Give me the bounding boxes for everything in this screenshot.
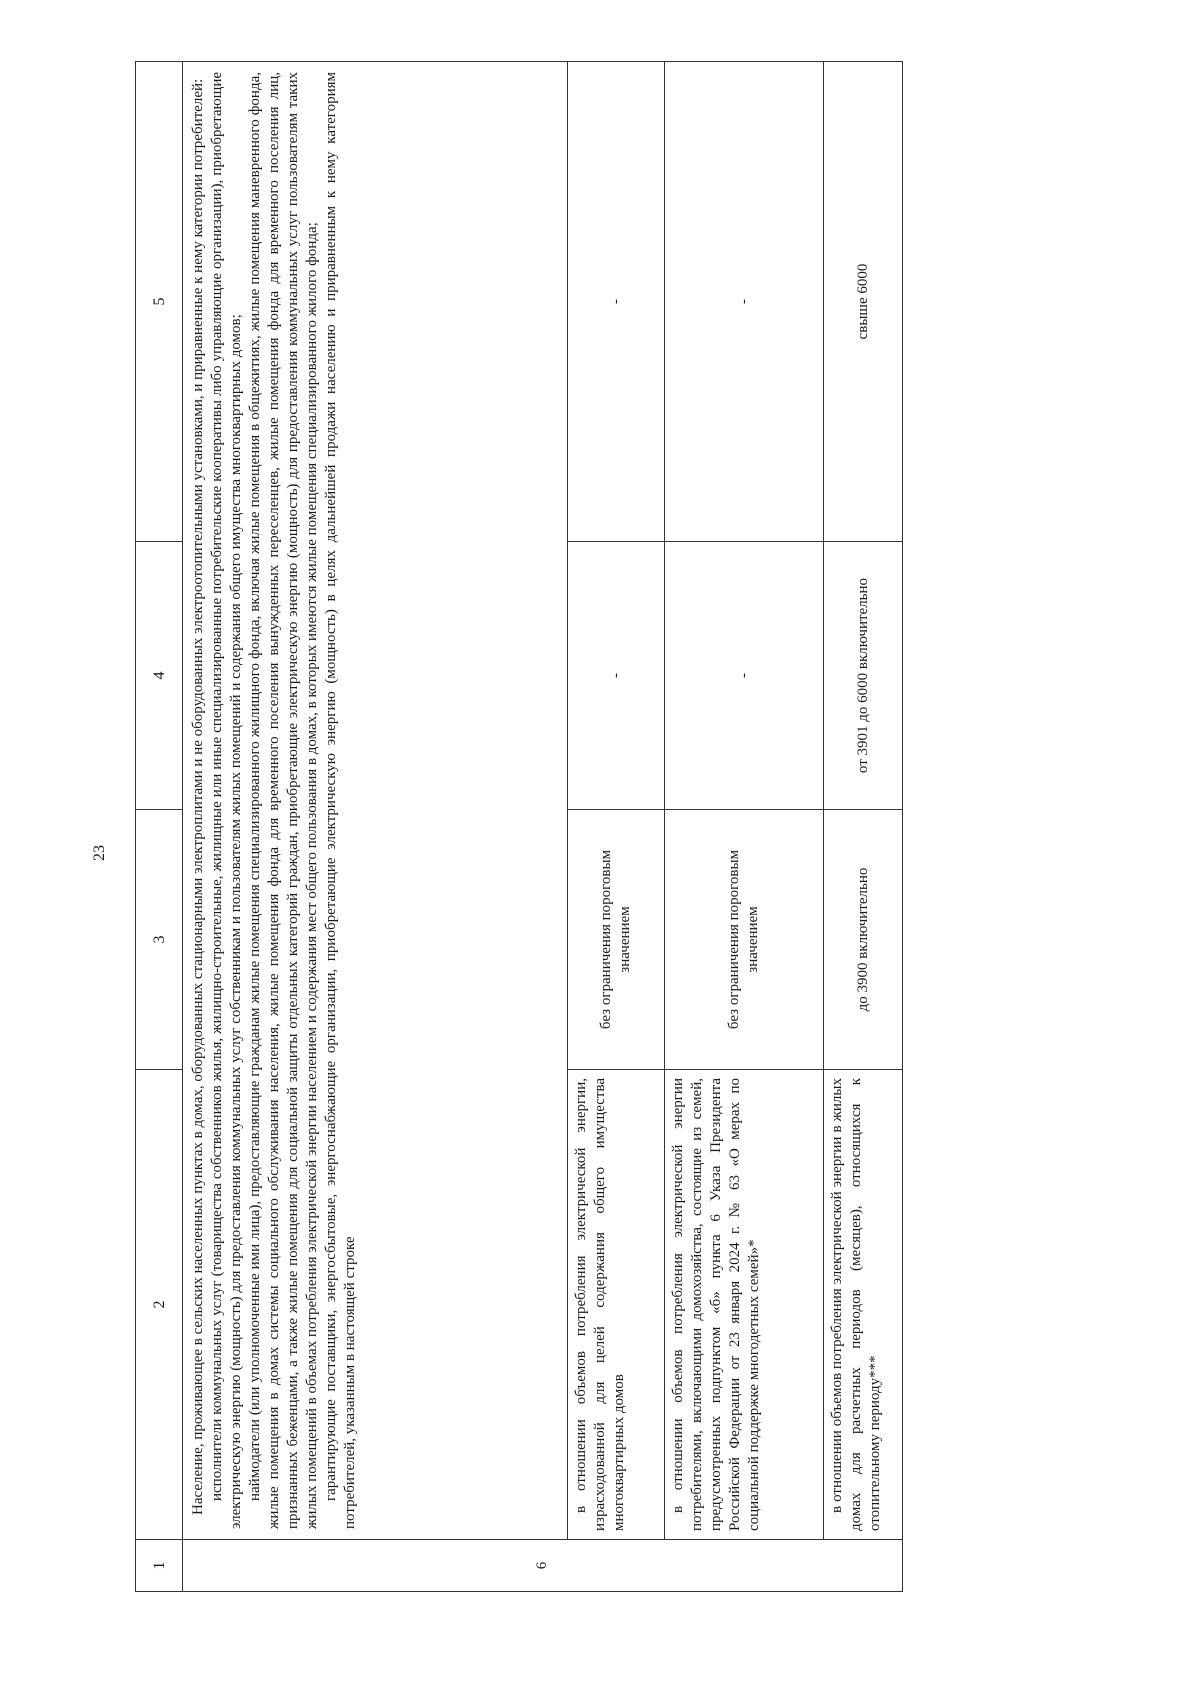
row-1-col5: - bbox=[568, 62, 665, 542]
page-number: 23 bbox=[91, 845, 108, 861]
row-3-col5: свыше 6000 bbox=[824, 62, 903, 542]
table-row bbox=[665, 62, 824, 1592]
tariff-table-sheet bbox=[135, 62, 985, 1592]
category-description bbox=[183, 62, 568, 1540]
category-paragraph-1: Население, проживающее в сельских населенных пунктах в домах, оборудованных стационарными электроплитами и не оборудованных электроотопительными установками, и приравненные к нему категории потребителей: bbox=[190, 78, 206, 1515]
table-row bbox=[568, 62, 665, 1592]
header-col-3: 3 bbox=[136, 810, 183, 1070]
row-1-description: в отношении объемов потребления электрической энергии, израсходованной для целей содержания общего имущества многоквартирных домов bbox=[568, 1070, 665, 1540]
row-1-col4: - bbox=[568, 542, 665, 810]
row-3-description: в отношении объемов потребления электрической энергии в жилых домах для расчетных периодов (месяцев), относящихся к отопительному периоду*** bbox=[824, 1070, 903, 1540]
header-col-5: 5 bbox=[136, 62, 183, 542]
table-row-category bbox=[183, 62, 568, 1592]
table-row bbox=[824, 62, 903, 1592]
row-2-col3: без ограничения пороговым значением bbox=[665, 810, 824, 1070]
row-number: 6 bbox=[183, 1540, 903, 1592]
header-col-1: 1 bbox=[136, 1540, 183, 1592]
table-header-row bbox=[136, 62, 183, 1592]
header-col-2: 2 bbox=[136, 1070, 183, 1540]
rotated-table-container bbox=[135, 62, 985, 1592]
row-1-col3: без ограничения пороговым значением bbox=[568, 810, 665, 1070]
row-2-col4: - bbox=[665, 542, 824, 810]
tariff-table bbox=[135, 61, 903, 1592]
row-3-col4: от 3901 до 6000 включительно bbox=[824, 542, 903, 810]
category-paragraph-4: гарантирующие поставщики, энергосбытовые, энергоснабжающие организации, приобретающие электрическую энергию (мощность) в целях дальнейшей продажи населению и приравненным к нему категориям потребителей, указанным в настоящей строке bbox=[323, 72, 358, 1529]
row-2-description: в отношении объемов потребления электрической энергии потребителями, включающими домохозяйства, состоящие из семей, предусмотренных подпунктом «б» пункта 6 Указа Президента Российской Федерации от 23 января 2024 г. № 63 «О мерах по социальной поддержке многодетных семей»* bbox=[665, 1070, 824, 1540]
row-3-col3: до 3900 включительно bbox=[824, 810, 903, 1070]
category-paragraph-3: наймодатели (или уполномоченные ими лица), предоставляющие гражданам жилые помещения специализированного жилищного фонда, включая жилые помещения в общежитиях, жилые помещения маневренного фонда, жилые помещения в домах системы социального обслуживания населения, жилые помещения фонда для временного поселения вынужденных переселенцев, жилые помещения фонда для временного поселения лиц, признанных беженцами, а также жилые помещения для социальной защиты отдельных категорий граждан, приобретающие электрическую энергию (мощность) для предоставления коммунальных услуг пользователям таких жилых помещений в объемах потребления электрической энергии населением и содержания мест общего пользования в домах, в которых имеются жилые помещения специализированного жилого фонда; bbox=[247, 72, 320, 1529]
row-2-col5: - bbox=[665, 62, 824, 542]
category-paragraph-2: исполнители коммунальных услуг (товарищества собственников жилья, жилищно-строительные, жилищные или иные специализированные потребительские кооперативы либо управляющие организации), приобретающие электрическую энергию (мощность) для предоставления коммунальных услуг собственникам и пользователям жилых помещений и содержания общего имущества многоквартирных домов; bbox=[209, 72, 244, 1529]
header-col-4: 4 bbox=[136, 542, 183, 810]
